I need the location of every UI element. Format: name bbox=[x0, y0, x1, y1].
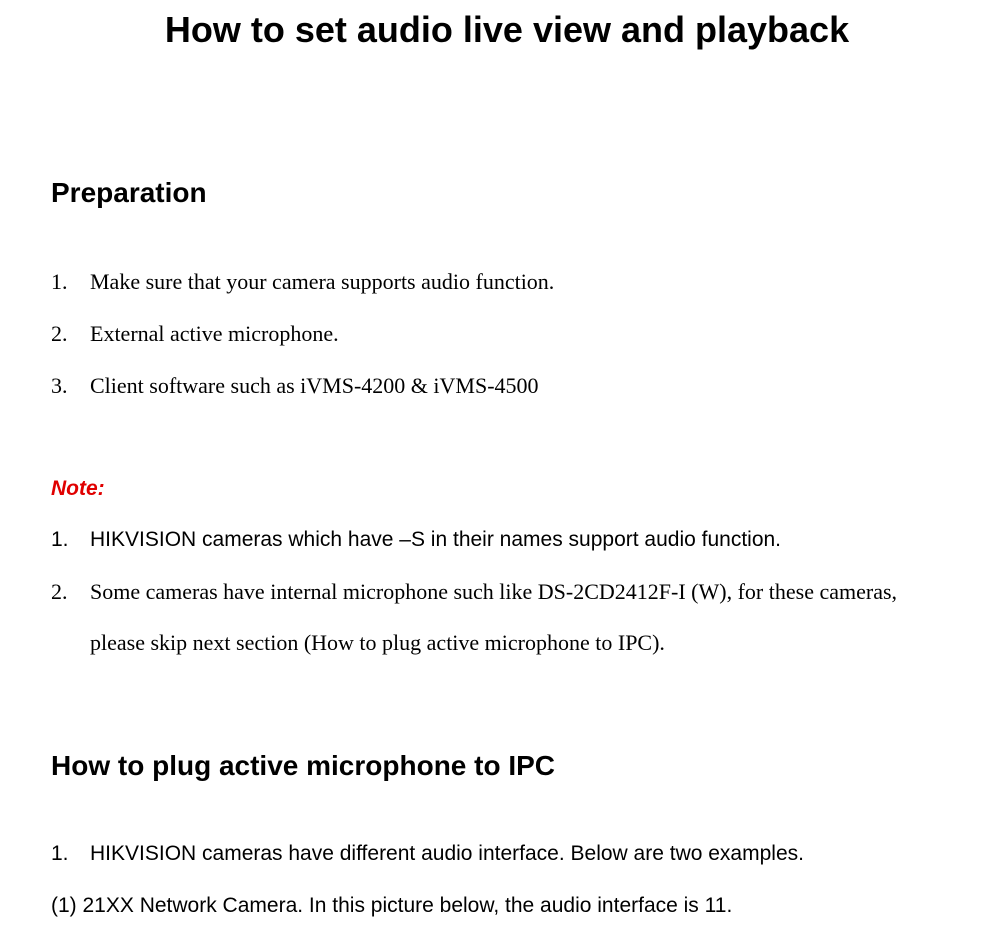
list-number: 2. bbox=[51, 579, 68, 604]
list-item-text: External active microphone. bbox=[90, 321, 339, 346]
note-label: Note: bbox=[51, 477, 105, 500]
list-number: 1. bbox=[51, 528, 69, 551]
note-item-2-number bbox=[51, 578, 90, 606]
plug-item-1 bbox=[51, 840, 804, 868]
note-item-2-continuation: please skip next section (How to plug active microphone to IPC). bbox=[90, 630, 665, 655]
plug-section-heading: How to plug active microphone to IPC bbox=[51, 750, 556, 781]
list-item-text: Make sure that your camera supports audio function. bbox=[90, 269, 555, 294]
list-item-text: HIKVISION cameras which have –S in their names support audio function. bbox=[90, 528, 782, 551]
list-item-text: Client software such as iVMS-4200 & iVMS-4500 bbox=[90, 373, 539, 398]
list-item-text: Some cameras have internal microphone such like DS-2CD2412F-I (W), for these cameras, bbox=[90, 579, 898, 604]
preparation-item-3 bbox=[51, 372, 539, 400]
plug-sub-item: (1) 21XX Network Camera. In this picture below, the audio interface is 11. bbox=[51, 894, 733, 917]
preparation-heading: Preparation bbox=[51, 177, 207, 208]
list-number: 1. bbox=[51, 269, 68, 294]
list-number: 3. bbox=[51, 373, 68, 398]
note-item-2-text bbox=[90, 578, 962, 606]
list-item-text: HIKVISION cameras have different audio interface. Below are two examples. bbox=[90, 842, 804, 865]
preparation-item-1 bbox=[51, 268, 554, 296]
note-item-1 bbox=[51, 526, 781, 554]
page-title: How to set audio live view and playback bbox=[164, 9, 850, 50]
list-number: 1. bbox=[51, 842, 69, 865]
list-number: 2. bbox=[51, 321, 68, 346]
preparation-item-2 bbox=[51, 320, 339, 348]
